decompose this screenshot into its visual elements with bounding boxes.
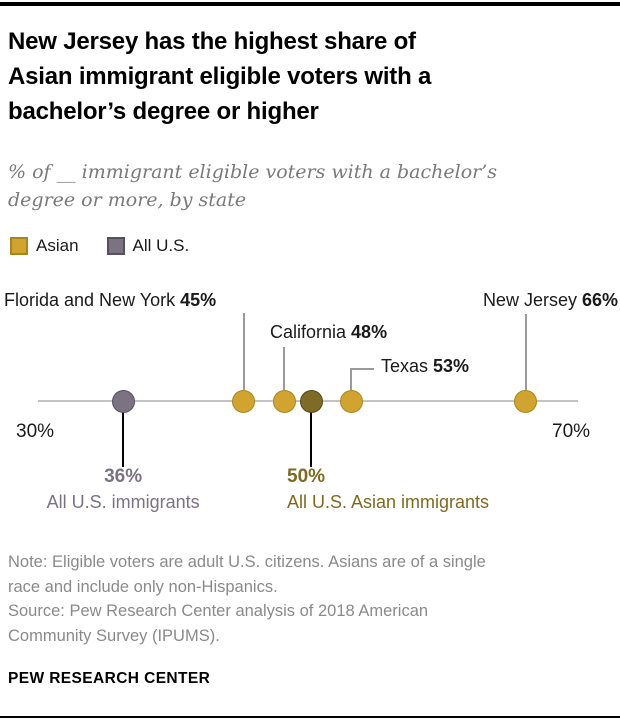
source-line: Source: Pew Research Center analysis of 2018 American — [8, 602, 429, 620]
point-value: 53% — [433, 356, 470, 376]
legend-label-asian: Asian — [36, 236, 79, 255]
legend-label-all-us: All U.S. — [132, 236, 190, 255]
note-line: Note: Eligible voters are adult U.S. citizens. Asians are of a single — [8, 553, 486, 571]
callout-name: All U.S. immigrants — [46, 492, 200, 512]
axis-tick-min: 30% — [16, 421, 55, 442]
title-line: Asian immigrant eligible voters with a — [8, 63, 432, 90]
point-label: California 48% — [270, 322, 388, 342]
point-label: New Jersey 66% — [482, 290, 618, 310]
point-value: 48% — [351, 322, 388, 342]
callout-name: All U.S. Asian immigrants — [287, 492, 490, 512]
source-line: Community Survey (IPUMS). — [8, 626, 220, 645]
subtitle-line: degree or more, by state — [8, 189, 247, 211]
connector-line — [283, 347, 285, 390]
callout-value: 50% — [287, 466, 326, 487]
point-value: 45% — [180, 290, 217, 310]
data-point-dot-asian — [514, 390, 537, 413]
callout-line — [122, 412, 124, 467]
connector-line — [350, 368, 352, 390]
connector-line — [243, 313, 245, 390]
note-line: race and include only non-Hispanics. — [8, 577, 278, 596]
data-point-dot-asian — [273, 390, 296, 413]
connector-elbow — [350, 368, 374, 370]
connector-line — [525, 314, 527, 390]
point-value: 66% — [581, 290, 618, 310]
point-label: Florida and New York 45% — [4, 290, 217, 310]
brand-footer: PEW RESEARCH CENTER — [8, 670, 211, 687]
callout-line — [310, 412, 312, 467]
data-point-dot-all_us — [112, 390, 135, 413]
axis-tick-max: 70% — [552, 421, 591, 442]
subtitle-line: % of __ immigrant eligible voters with a bachelor’s — [8, 161, 498, 183]
point-label: Texas 53% — [381, 356, 470, 376]
data-point-dot-asian — [340, 390, 363, 413]
bottom-rule — [0, 716, 620, 718]
data-point-dot-asian — [232, 390, 255, 413]
note-source — [8, 550, 612, 648]
callout-value: 36% — [104, 466, 143, 487]
data-point-dot-asian_overall — [300, 390, 323, 413]
title-line: New Jersey has the highest share of — [8, 28, 416, 55]
title-line: bachelor’s degree or higher — [8, 98, 319, 125]
